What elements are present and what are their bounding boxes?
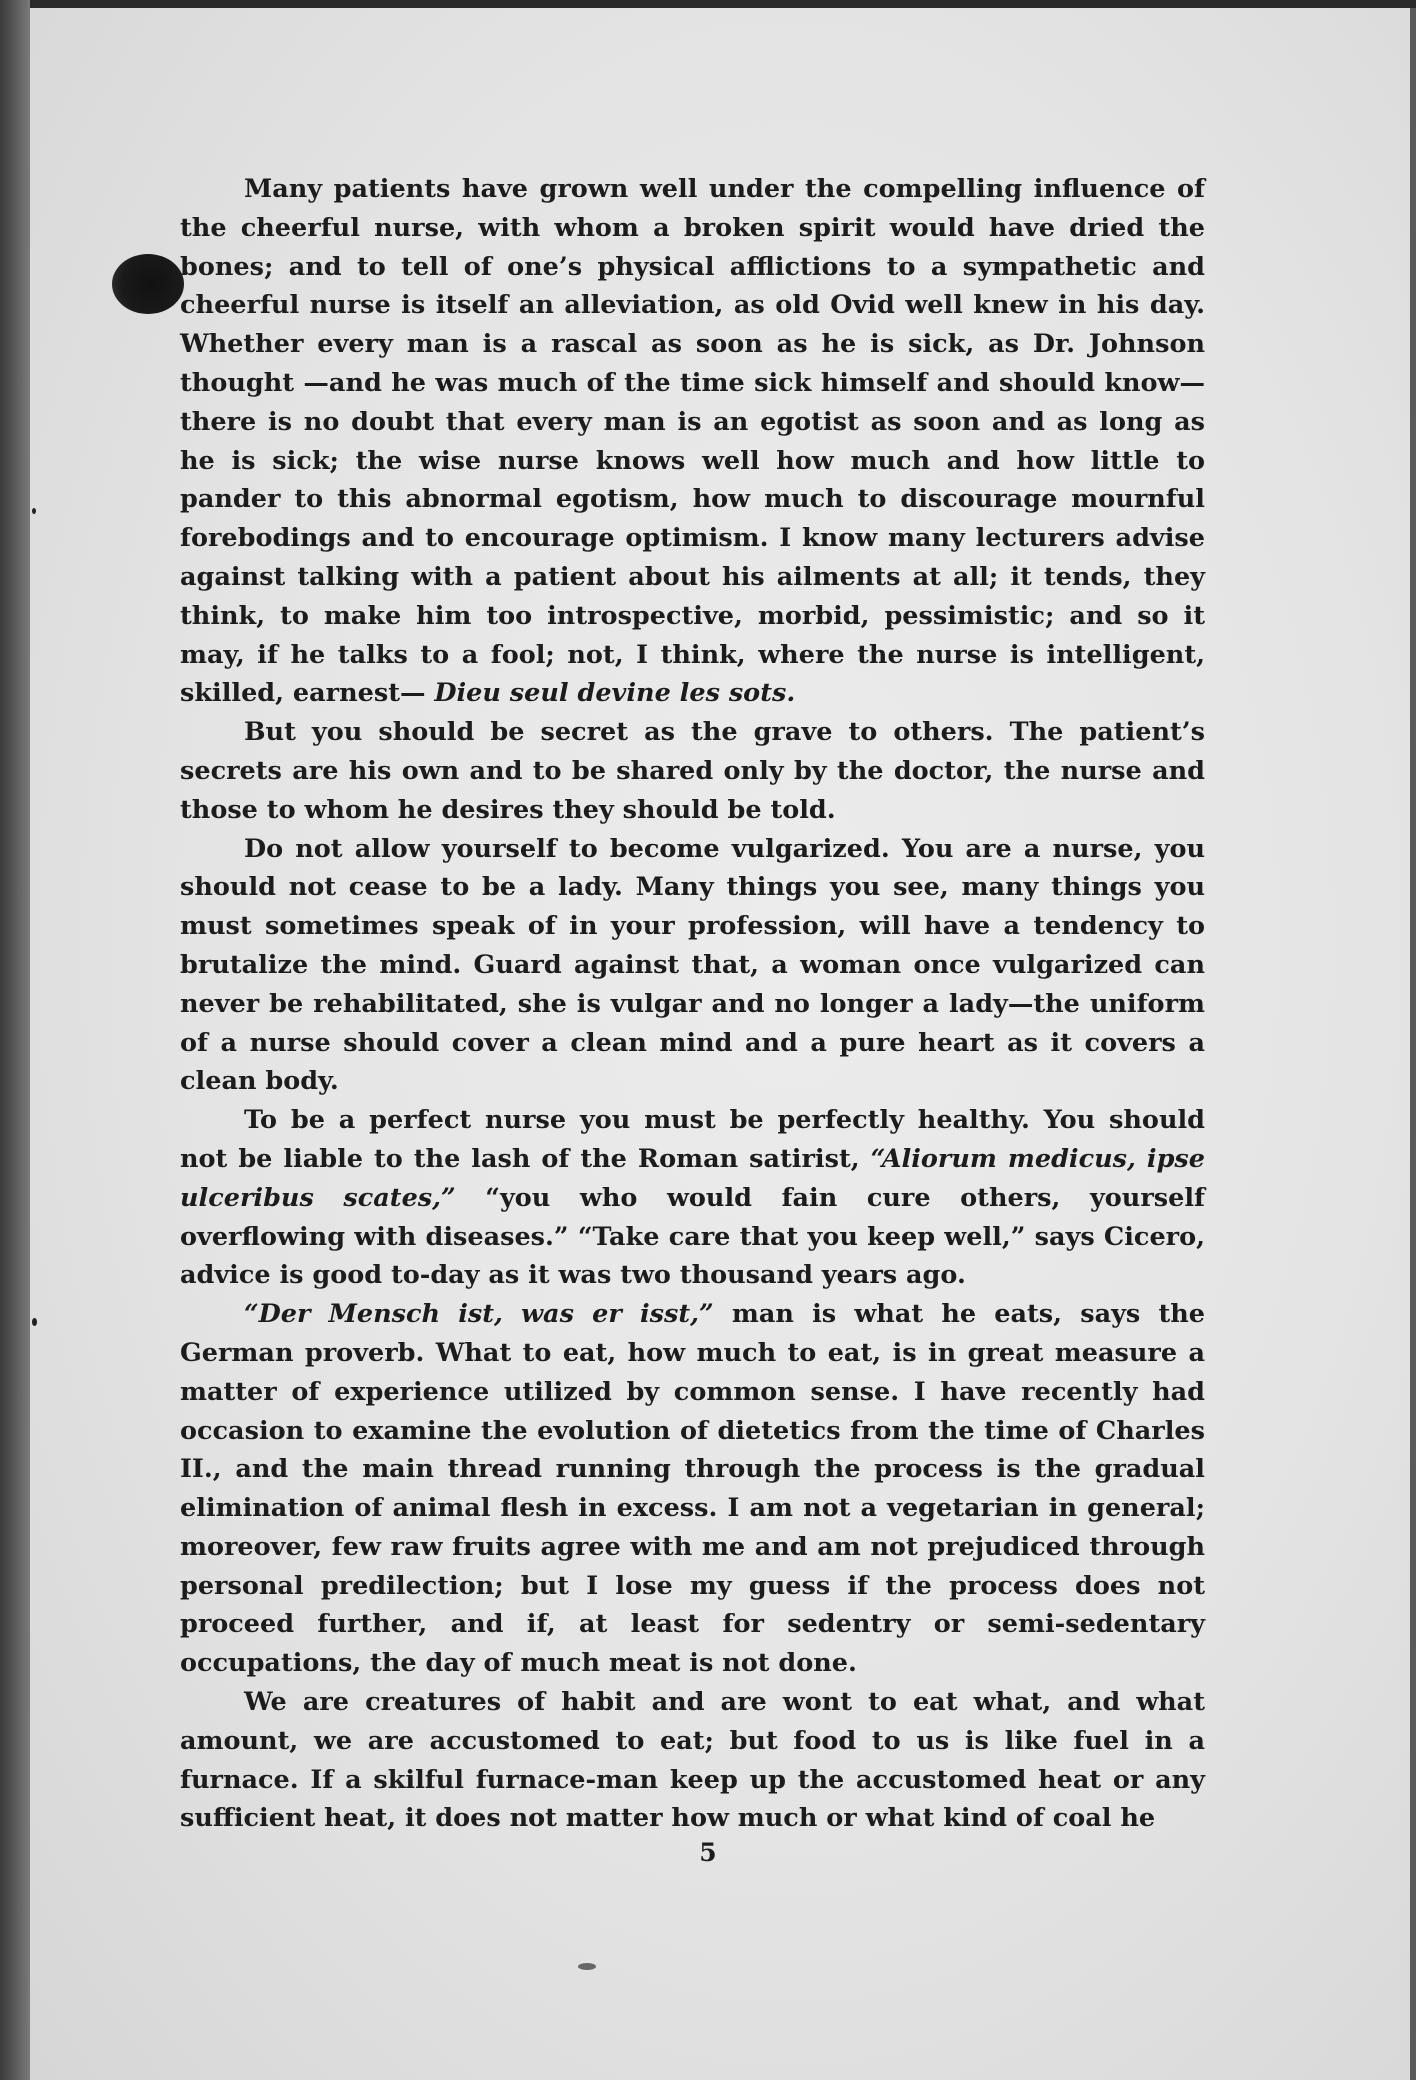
- text-run: Do not allow yourself to become vulgarized. You are a nurse, you should not cease to be a lady. Many things you see, many things you must sometimes speak of in your profession, will have a tendency to brutalize the mind. Guard against that, a woman once vulgarized can never be rehabilitated, she is vulgar and no longer a lady—the uniform of a nurse should cover a clean mind and a pure heart as it covers a clean body.: [180, 833, 1205, 1097]
- punch-hole: [112, 254, 184, 314]
- text-run: man is what he eats, says the German proverb. What to eat, how much to eat, is in great measure a matter of experience utilized by common sense. I have recently had occasion to examine the evolution of dietetics from the time of Charles II., and the main thread running through the process is the gradual elimination of animal flesh in excess. I am not a vegetarian in general; moreover, few raw fruits agree with me and am not prejudiced through personal predilection; but I lose my guess if the process does not proceed further, and if, at least for sedentry or semi-sedentary occupations, the day of much meat is not done.: [180, 1299, 1205, 1679]
- page-number: 5: [699, 1838, 717, 1867]
- body-text: [180, 170, 1205, 1838]
- scan-top-edge: [0, 0, 1416, 8]
- text-run-italic: “Aliorum medicus, ipse ulceribus scates,”: [180, 1143, 1205, 1213]
- paragraph-2: [180, 713, 1205, 829]
- paragraph-6: [180, 1683, 1205, 1838]
- speck: [578, 1963, 596, 1970]
- paragraph-3: [180, 830, 1205, 1102]
- scan-binding-edge: [0, 0, 30, 2080]
- text-run-italic: Dieu seul devine les sots.: [434, 678, 796, 709]
- speck: [32, 508, 36, 514]
- paragraph-1: [180, 170, 1205, 713]
- text-run: “you who would fain cure others, yourself overflowing with diseases.” “Take care that you keep well,” says Cicero, advice is good to-day as it was two thousand years ago.: [180, 1182, 1205, 1291]
- paragraph-4: [180, 1101, 1205, 1295]
- text-run: But you should be secret as the grave to others. The patient’s secrets are his own and to be shared only by the doctor, the nurse and those to whom he desires they should be told.: [180, 717, 1205, 825]
- paragraph-5: [180, 1295, 1205, 1683]
- text-run: We are creatures of habit and are wont to eat what, and what amount, we are accustomed to eat; but food to us is like fuel in a furnace. If a skilful furnace-man keep up the accustomed heat or any sufficient heat, it does not matter how much or what kind of coal he: [180, 1687, 1205, 1834]
- speck: [32, 1318, 37, 1326]
- text-run: To be a perfect nurse you must be perfectly healthy. You should not be liable to the lash of the Roman satirist,: [180, 1105, 1205, 1174]
- text-run: Many patients have grown well under the compelling influence of the cheerful nurse, with whom a broken spirit would have dried the bones; and to tell of one’s physical afflictions to a sympathetic and cheerful nurse is itself an alleviation, as old Ovid well knew in his day. Whether every man is a rascal as soon as he is sick, as Dr. Johnson thought —and he was much of the time sick himself and should know—there is no doubt that every man is an egotist as soon and as long as he is sick; the wise nurse knows well how much and how little to pander to this abnormal egotism, how much to discourage mournful forebodings and to encourage optimism. I know many lecturers advise against talking with a patient about his ailments at all; it tends, they think, to make him too introspective, morbid, pessimistic; and so it may, if he talks to a fool; not, I think, where the nurse is intelligent, skilled, earnest—: [180, 174, 1205, 709]
- text-run-italic: “Der Mensch ist, was er isst,”: [244, 1299, 714, 1330]
